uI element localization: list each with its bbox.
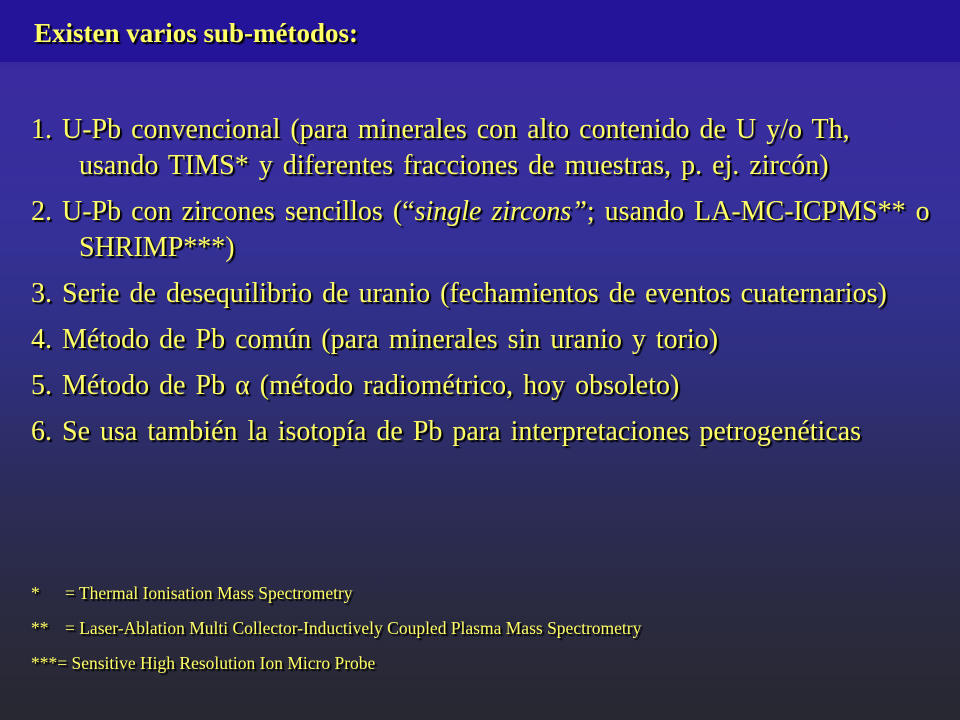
method-item-4 [31,322,936,358]
footnote-text: = Laser-Ablation Multi Collector-Inductively Coupled Plasma Mass Spectrometry [65,618,642,638]
footnote-text: = Thermal Ionisation Mass Spectrometry [65,583,353,603]
method-item-6-text: 6. Se usa también la isotopía de Pb para interpretaciones petrogenéticas [31,416,862,447]
footnote-list [31,583,641,688]
method-item-5-text: 5. Método de Pb α (método radiométrico, hoy obsoleto) [31,370,680,401]
method-item-3-text: 3. Serie de desequilibrio de uranio (fechamientos de eventos cuaternarios) [31,278,887,309]
footnote-mark: * [31,583,40,603]
method-item-5 [31,368,936,404]
method-item-1-text: 1. U-Pb convencional (para minerales con alto contenido de U y/o Th, usando TIMS* y diferentes fracciones de muestras, p. ej. zircón) [31,114,850,181]
method-item-1 [31,112,936,184]
footnote-mark: *** [31,653,58,673]
method-item-3 [31,276,936,312]
footnote-shrimp [31,653,641,688]
slide-title: Existen varios sub-métodos: [34,18,359,48]
method-item-4-text: 4. Método de Pb común (para minerales sin uranio y torio) [31,324,719,355]
method-list [31,112,936,460]
footnote-la-mc-icpms [31,618,641,653]
method-item-2 [31,194,936,266]
method-item-6 [31,414,936,450]
footnote-mark: ** [31,618,49,638]
method-item-2-italic-text: single zircons” [414,196,587,227]
footnote-tims [31,583,641,618]
footnote-text: = Sensitive High Resolution Ion Micro Probe [57,653,376,673]
method-item-2-text-end: ; usando LA-MC-ICPMS** o SHRIMP***) [79,196,930,263]
method-item-2-text: 2. U-Pb con zircones sencillos (“ [31,196,415,227]
